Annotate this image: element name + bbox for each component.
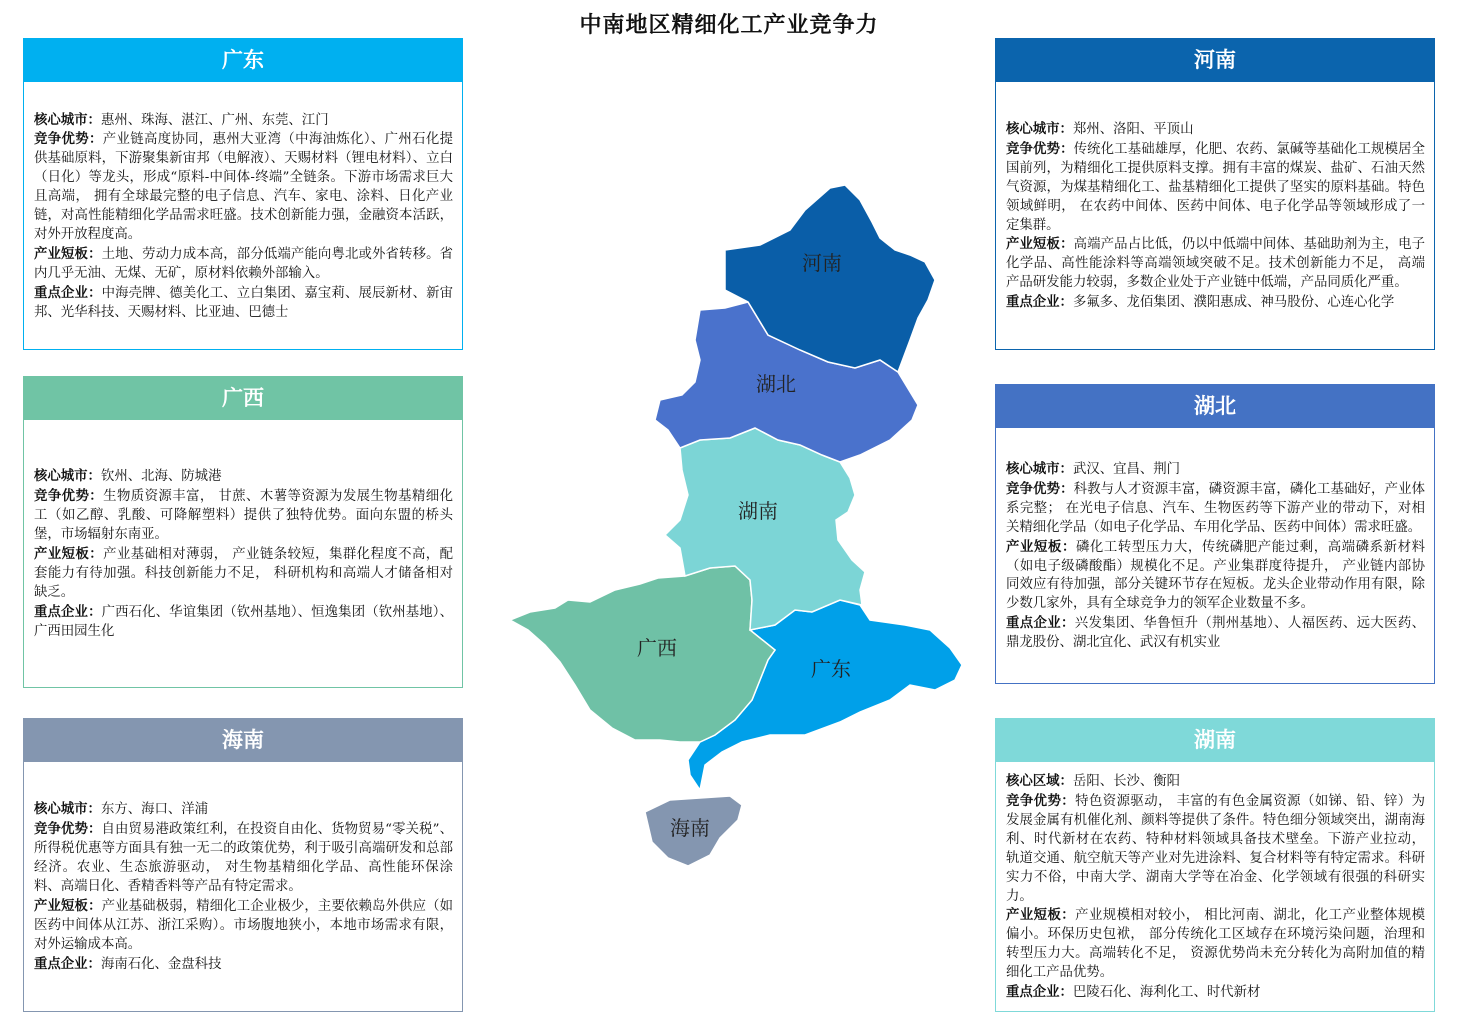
competitive-advantage: 竞争优势：产业链高度协同，惠州大亚湾（中海油炼化）、广州石化提供基础原料，下游聚集新宙邦（电解液）、天赐材料（锂电材料）、立白（日化）等龙头，形成“原料-中间体-终端”全链条。下游市场需求巨大且高端， 拥有全球最完整的电子信息、汽车、家电、涂料、日化产业链，对高性能精细化学品需求旺盛。技术创新能力强，金融资本活跃，对外开放程度高。	[34, 131, 453, 242]
key-companies: 重点企业：巴陵石化、海利化工、时代新材	[1006, 984, 1261, 1001]
card-guangxi-header: 广西	[23, 376, 463, 420]
core-cities: 核心城市：惠州、珠海、湛江、广州、东莞、江门	[34, 111, 329, 128]
industry-weakness: 产业短板：产业基础极弱，精细化工企业极少，主要依赖岛外供应（如医药中间体从江苏、浙江采购）。市场腹地狭小，本地市场需求有限，对外运输成本高。	[34, 897, 454, 952]
page-title: 中南地区精细化工产业竞争力	[579, 12, 879, 38]
card-guangxi	[23, 376, 463, 688]
competitive-advantage: 竞争优势：生物质资源丰富， 甘蔗、木薯等资源为发展生物基精细化工（如乙醇、乳酸、可降解塑料）提供了独特优势。面向东盟的桥头堡，市场辐射东南亚。	[34, 488, 453, 543]
key-companies: 重点企业：多氟多、龙佰集团、濮阳惠成、神马股份、心连心化学	[1006, 294, 1395, 311]
map-label-guangxi: 广西	[637, 636, 677, 660]
card-henan	[995, 38, 1435, 350]
map-label-hubei: 湖北	[756, 372, 796, 396]
card-hainan	[23, 718, 463, 1012]
card-guangxi-body	[23, 420, 463, 688]
card-hunan-body	[995, 762, 1435, 1012]
card-hubei	[995, 384, 1435, 684]
card-guangdong-header: 广东	[23, 38, 463, 82]
map-label-hunan: 湖南	[738, 499, 778, 523]
key-companies: 重点企业：中海壳牌、德美化工、立白集团、嘉宝莉、展辰新材、新宙邦、光华科技、天赐材料、比亚迪、巴德士	[34, 284, 454, 320]
card-henan-body	[995, 82, 1435, 350]
key-companies: 重点企业：广西石化、华谊集团（钦州基地）、恒逸集团（钦州基地）、广西田园生化	[34, 603, 454, 639]
competitive-advantage: 竞争优势：传统化工基础雄厚，化肥、农药、氯碱等基础化工规模居全国前列，为精细化工提供原料支撑。拥有丰富的煤炭、盐矿、石油天然气资源，为煤基精细化工、盐基精细化工提供了坚实的原料基础。特色领域鲜明， 在农药中间体、医药中间体、电子化学品等领域形成了一定集群。	[1006, 140, 1426, 233]
card-hunan-header: 湖南	[995, 718, 1435, 762]
card-hunan	[995, 718, 1435, 1012]
industry-weakness: 产业短板：高端产品占比低，仍以中低端中间体、基础助剂为主，电子化学品、高性能涂料等高端领域突破不足。技术创新能力不足， 高端产品研发能力较弱，多数企业处于产业链中低端，产品同质化严重。	[1006, 236, 1426, 291]
core-cities: 核心区域：岳阳、长沙、衡阳	[1006, 773, 1181, 790]
card-hubei-body	[995, 428, 1435, 684]
key-companies: 重点企业：海南石化、金盘科技	[34, 955, 222, 972]
card-guangdong-body	[23, 82, 463, 350]
core-cities: 核心城市：东方、海口、洋浦	[34, 801, 209, 818]
card-henan-header: 河南	[995, 38, 1435, 82]
core-cities: 核心城市：武汉、宜昌、荆门	[1006, 460, 1181, 477]
industry-weakness: 产业短板：产业规模相对较小， 相比河南、湖北，化工产业整体规模偏小。环保历史包袱， 部分传统化工区域存在环境污染问题，治理和转型压力大。高端转化不足， 资源优势尚未充分转化为高附加值的精细化工产品优势。	[1006, 907, 1425, 981]
map-label-henan: 河南	[802, 251, 842, 275]
industry-weakness: 产业短板：土地、劳动力成本高，部分低端产能向粤北或外省转移。省内几乎无油、无煤、无矿，原材料依赖外部输入。	[34, 245, 454, 281]
industry-weakness: 产业短板：产业基础相对薄弱， 产业链条较短，集群化程度不高，配套能力有待加强。科技创新能力不足， 科研机构和高端人才储备相对缺乏。	[34, 546, 453, 600]
card-hubei-header: 湖北	[995, 384, 1435, 428]
key-companies: 重点企业：兴发集团、华鲁恒升（荆州基地）、人福医药、远大医药、鼎龙股份、湖北宜化、武汉有机实业	[1006, 615, 1425, 651]
competitive-advantage: 竞争优势：科教与人才资源丰富，磷资源丰富，磷化工基础好，产业体系完整； 在光电子信息、汽车、生物医药等下游产业的带动下，对相关精细化学品（如电子化学品、车用化学品、医药中间体）需求旺盛。	[1006, 480, 1426, 535]
map-label-hainan: 海南	[670, 816, 710, 840]
core-cities: 核心城市：钦州、北海、防城港	[34, 468, 222, 485]
industry-weakness: 产业短板：磷化工转型压力大，传统磷肥产能过剩，高端磷系新材料（如电子级磷酸酯）规模化不足。产业集群度待提升， 产业链内部协同效应有待加强，部分关键环节存在短板。龙头企业带动作用有限，除少数几家外，具有全球竞争力的领军企业数量不多。	[1006, 538, 1426, 612]
card-hainan-body	[23, 762, 463, 1012]
core-cities: 核心城市：郑州、洛阳、平顶山	[1006, 120, 1194, 137]
card-hainan-header: 海南	[23, 718, 463, 762]
competitive-advantage: 竞争优势：特色资源驱动， 丰富的有色金属资源（如锑、铅、锌）为发展金属有机催化剂、颜料等提供了条件。特色细分领域突出，湖南海利、时代新材在农药、特种材料领域具备技术壁垒。下游产业拉动， 轨道交通、航空航天等产业对先进涂料、复合材料等有特定需求。科研实力不俗，中南大学、湖南大学等在冶金、化学领域有很强的科研实力。	[1006, 792, 1425, 904]
map-label-guangdong: 广东	[811, 657, 851, 681]
card-guangdong	[23, 38, 463, 350]
competitive-advantage: 竞争优势：自由贸易港政策红利，在投资自由化、货物贸易“零关税”、所得税优惠等方面具有独一无二的政策优势，利于吸引高端研发和总部经济。农业、生态旅游驱动， 对生物基精细化学品、高性能环保涂料、高端日化、香精香料等产品有特定需求。	[34, 821, 453, 895]
